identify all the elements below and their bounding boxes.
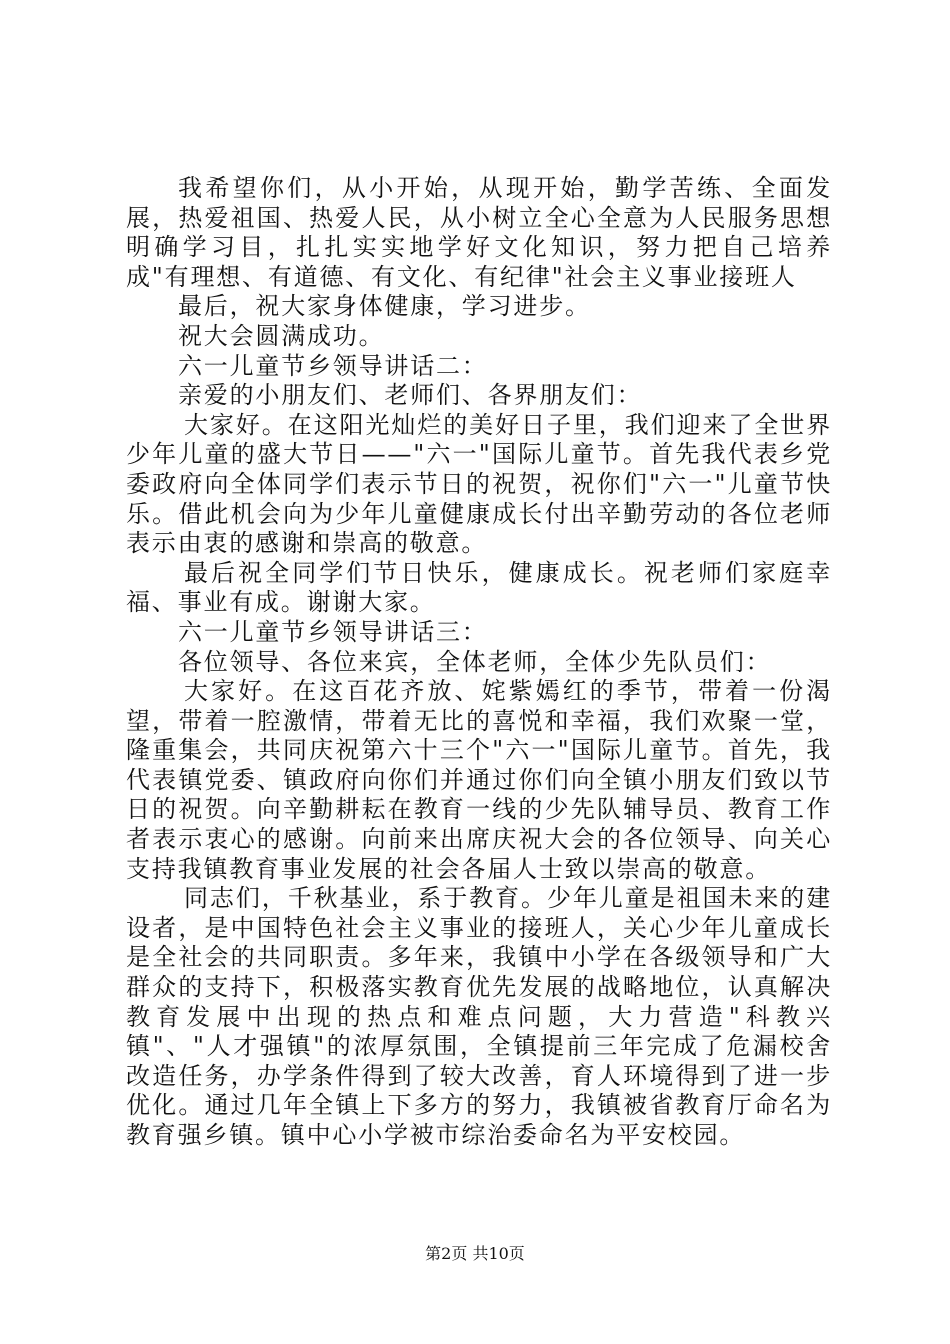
section-heading-speech-two: 六一儿童节乡领导讲话二： [178,351,488,380]
paragraph-speech-two-body: 大家好。在这阳光灿烂的美好日子里，我们迎来了全世界少年儿童的盛大节日——"六一"国际儿童节。首先我代表乡党委政府向全体同学们表示节日的祝贺，祝你们"六一"儿童节快乐。借此机会向为少年儿童健康成长付出辛勤劳动的各位老师表示由衷的感谢和崇高的敬意。 [126,410,832,558]
page-number-footer: 第2页 共10页 [425,1244,525,1263]
section-heading-speech-three: 六一儿童节乡领导讲话三： [178,617,488,646]
paragraph-hope: 我希望你们，从小开始，从现开始，勤学苦练、全面发展，热爱祖国、热爱人民，从小树立全心全意为人民服务思想明确学习目，扎扎实实地学好文化知识，努力把自己培养成"有理想、有道德、有文化、有纪律"社会主义事业接班人 [126,174,832,291]
paragraph-speech-three-body: 大家好。在这百花齐放、姹紫嫣红的季节，带着一份渴望，带着一腔激情，带着无比的喜悦和幸福，我们欢聚一堂，隆重集会，共同庆祝第六十三个"六一"国际儿童节。首先，我代表镇党委、镇政府向你们并通过你们向全镇小朋友们致以节日的祝贺。向辛勤耕耘在教育一线的少先队辅导员、教育工作者表示衷心的感谢。向前来出席庆祝大会的各位领导、向关心支持我镇教育事业发展的社会各届人士致以崇高的敬意。 [126,677,832,883]
paragraph-wish-success: 祝大会圆满成功。 [178,321,385,350]
document-body [126,174,832,1151]
paragraph-wish-health: 最后，祝大家身体健康，学习进步。 [178,292,591,321]
paragraph-speech-two-closing: 最后祝全同学们节日快乐，健康成长。祝老师们家庭幸福、事业有成。谢谢大家。 [126,558,832,617]
greeting-speech-two: 亲爱的小朋友们、老师们、各界朋友们： [178,381,643,410]
greeting-speech-three: 各位领导、各位来宾，全体老师，全体少先队员们： [178,647,772,676]
paragraph-speech-three-education: 同志们，千秋基业，系于教育。少年儿童是祖国未来的建设者，是中国特色社会主义事业的接班人，关心少年儿童成长是全社会的共同职责。多年来，我镇中小学在各级领导和广大群众的支持下，积极落实教育优先发展的战略地位，认真解决教育发展中出现的热点和难点问题，大力营造"科教兴镇"、"人才强镇"的浓厚氛围，全镇提前三年完成了危漏校舍改造任务，办学条件得到了较大改善，育人环境得到了进一步优化。通过几年全镇上下多方的努力，我镇被省教育厅命名为教育强乡镇。镇中心小学被市综治委命名为平安校园。 [126,884,832,1149]
